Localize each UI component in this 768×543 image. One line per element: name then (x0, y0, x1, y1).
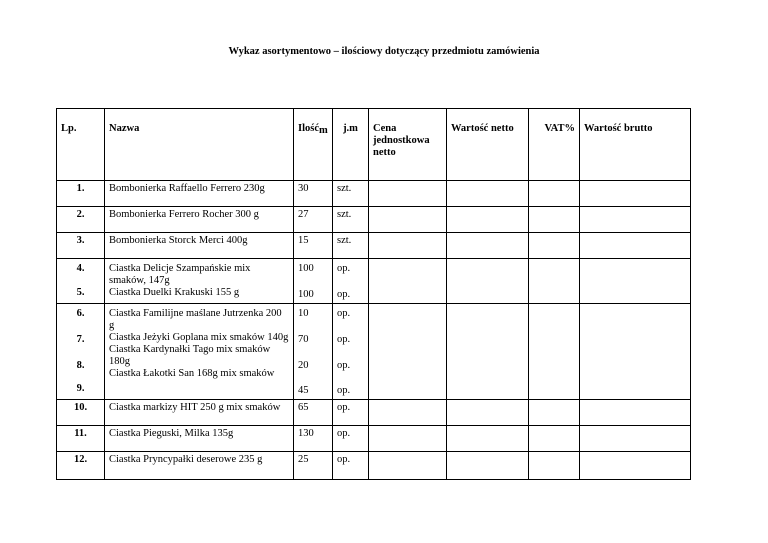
table-row (57, 426, 691, 452)
row-lp: 8. (76, 360, 85, 371)
row-lp-group (57, 304, 105, 400)
row-netto (447, 400, 529, 426)
header-cena: Cena jednostkowa netto (369, 109, 447, 181)
row-jm: op. (337, 385, 351, 396)
header-ilosc-unit: m (319, 125, 328, 136)
row-vat (529, 400, 580, 426)
row-nazwa-group (105, 259, 294, 304)
row-lp: 11. (57, 426, 105, 452)
row-cena (369, 304, 447, 400)
row-ilosc: 100 (298, 263, 314, 274)
table-row (57, 233, 691, 259)
header-jm: j.m (333, 109, 369, 181)
row-lp-group (57, 259, 105, 304)
row-ilosc: 27 (294, 207, 333, 233)
row-netto (447, 452, 529, 480)
row-jm: op. (333, 452, 369, 480)
row-brutto (580, 304, 691, 400)
header-nazwa: Nazwa (105, 109, 294, 181)
row-netto (447, 259, 529, 304)
row-nazwa: Ciastka Familijne maślane Jutrzenka 200 g (109, 308, 282, 331)
row-lp: 4. (76, 263, 85, 274)
row-brutto (580, 181, 691, 207)
row-ilosc: 30 (294, 181, 333, 207)
table-row-group (57, 259, 691, 304)
row-cena (369, 426, 447, 452)
row-cena (369, 207, 447, 233)
row-jm: op. (337, 263, 351, 274)
row-cena (369, 259, 447, 304)
row-ilosc: 15 (294, 233, 333, 259)
row-lp: 3. (57, 233, 105, 259)
row-jm: op. (337, 334, 351, 345)
row-netto (447, 233, 529, 259)
row-ilosc-group (294, 304, 333, 400)
row-jm: szt. (333, 181, 369, 207)
row-jm: szt. (333, 233, 369, 259)
row-lp: 9. (76, 383, 85, 394)
header-vat: VAT% (529, 109, 580, 181)
row-jm-group (333, 304, 369, 400)
row-nazwa: Ciastka Łakotki San 168g mix smaków (109, 368, 275, 379)
row-netto (447, 207, 529, 233)
row-lp: 10. (57, 400, 105, 426)
row-ilosc: 45 (298, 385, 309, 396)
header-ilosc-label: Ilość (298, 123, 319, 134)
row-nazwa: Bombonierka Raffaello Ferrero 230g (105, 181, 294, 207)
row-jm: op. (337, 289, 351, 300)
table-row-group (57, 304, 691, 400)
row-nazwa: Ciastka Pieguski, Milka 135g (105, 426, 294, 452)
row-cena (369, 400, 447, 426)
row-jm: szt. (333, 207, 369, 233)
row-vat (529, 207, 580, 233)
document-title: Wykaz asortymentowo – ilościowy dotyczący przedmiotu zamówienia (228, 46, 540, 57)
row-vat (529, 181, 580, 207)
row-lp: 6. (76, 308, 85, 319)
row-jm-group (333, 259, 369, 304)
header-lp: Lp. (57, 109, 105, 181)
row-vat (529, 426, 580, 452)
row-netto (447, 426, 529, 452)
row-ilosc: 130 (294, 426, 333, 452)
row-brutto (580, 400, 691, 426)
row-netto (447, 304, 529, 400)
row-nazwa: Ciastka Pryncypałki deserowe 235 g (105, 452, 294, 480)
row-nazwa: Ciastka Delicje Szampańskie mix smaków, 147g (109, 263, 251, 286)
row-nazwa-group (105, 304, 294, 400)
row-vat (529, 304, 580, 400)
row-brutto (580, 207, 691, 233)
row-jm: op. (337, 360, 351, 371)
row-lp: 1. (57, 181, 105, 207)
row-lp: 5. (76, 287, 85, 298)
row-nazwa: Ciastka Duelki Krakuski 155 g (109, 287, 240, 298)
row-nazwa: Bombonierka Ferrero Rocher 300 g (105, 207, 294, 233)
row-lp: 2. (57, 207, 105, 233)
header-ilosc (294, 109, 333, 181)
header-row (57, 109, 691, 181)
row-vat (529, 452, 580, 480)
row-ilosc-group (294, 259, 333, 304)
row-jm: op. (333, 426, 369, 452)
table-row (57, 207, 691, 233)
row-nazwa: Ciastka Jeżyki Goplana mix smaków 140g (109, 332, 289, 343)
row-nazwa: Bombonierka Storck Merci 400g (105, 233, 294, 259)
row-ilosc: 65 (294, 400, 333, 426)
table-row (57, 400, 691, 426)
row-brutto (580, 452, 691, 480)
row-nazwa: Ciastka Kardynałki Tago mix smaków 180g (109, 344, 271, 367)
row-vat (529, 259, 580, 304)
row-netto (447, 181, 529, 207)
row-cena (369, 233, 447, 259)
row-lp: 7. (76, 334, 85, 345)
row-ilosc: 70 (298, 334, 309, 345)
row-ilosc: 100 (298, 289, 314, 300)
row-ilosc: 10 (298, 308, 309, 319)
header-wartosc-brutto: Wartość brutto (580, 109, 691, 181)
row-brutto (580, 426, 691, 452)
row-jm: op. (333, 400, 369, 426)
row-brutto (580, 233, 691, 259)
row-brutto (580, 259, 691, 304)
row-lp: 12. (57, 452, 105, 480)
row-cena (369, 452, 447, 480)
row-jm: op. (337, 308, 351, 319)
row-nazwa: Ciastka markizy HIT 250 g mix smaków (105, 400, 294, 426)
table-row (57, 452, 691, 480)
header-wartosc-netto: Wartość netto (447, 109, 529, 181)
row-cena (369, 181, 447, 207)
table-row (57, 181, 691, 207)
row-ilosc: 20 (298, 360, 309, 371)
row-ilosc: 25 (294, 452, 333, 480)
assortment-table (56, 108, 691, 480)
row-vat (529, 233, 580, 259)
